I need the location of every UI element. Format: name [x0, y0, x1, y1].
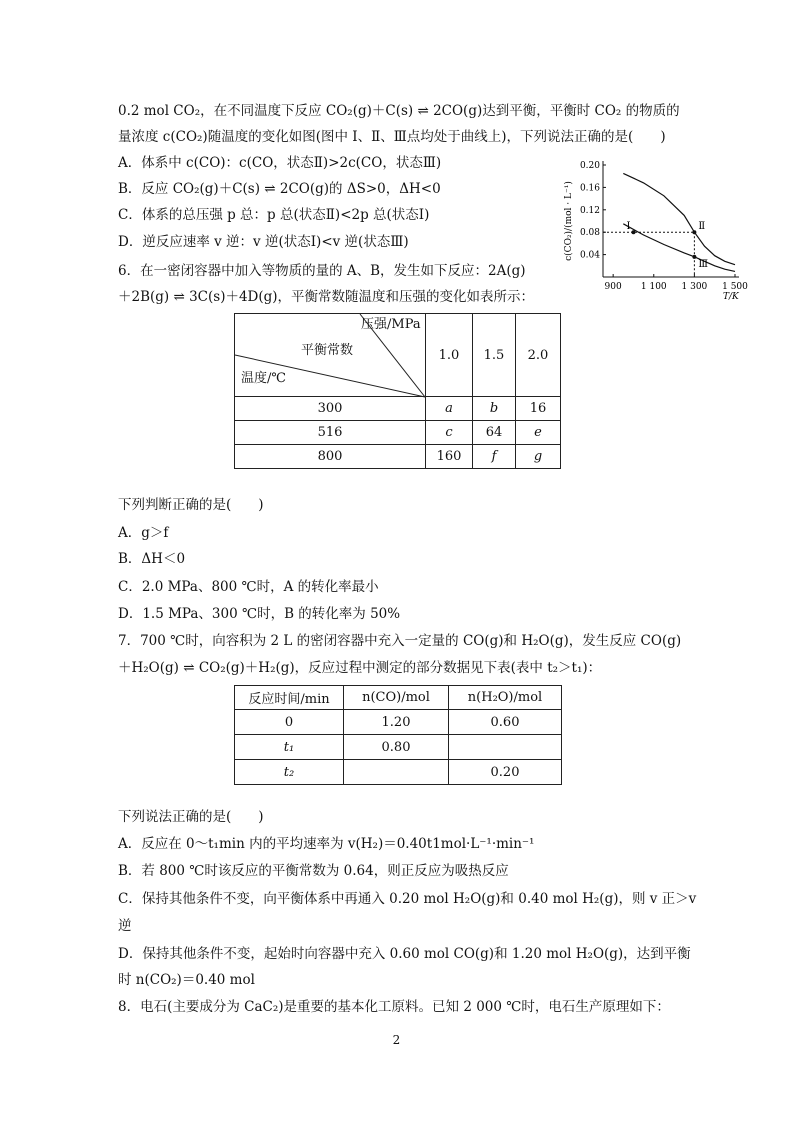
header-pressure: 压强/MPa	[361, 317, 421, 332]
q6-line-2: ＋2B(g) ⇌ 3C(s)＋4D(g)，平衡常数随温度和压强的变化如表所示：	[118, 289, 535, 305]
table-cell: 0.60	[449, 710, 562, 735]
table-header: n(H₂O)/mol	[449, 686, 562, 710]
y-axis-label: c(CO₂)/(mol · L⁻¹)	[564, 181, 574, 261]
q7-stem: 下列说法正确的是( )	[118, 809, 264, 825]
point-marker	[692, 230, 696, 234]
q6-option-d: D．1.5 MPa、300 ℃时，B 的转化率为 50%	[118, 606, 401, 622]
q7-table	[234, 685, 562, 785]
table-cell: a	[426, 397, 473, 421]
table-row	[235, 397, 561, 421]
table-cell	[449, 735, 562, 760]
q6-line-1: 6．在一密闭容器中加入等物质的量的 A、B，发生如下反应：2A(g)	[118, 263, 526, 279]
table-cell	[344, 760, 449, 785]
header-constant: 平衡常数	[301, 343, 354, 358]
co2-temperature-chart	[555, 155, 748, 305]
x-tick-label: 1 500	[722, 282, 748, 292]
q7-option-b: B．若 800 ℃时该反应的平衡常数为 0.64，则正反应为吸热反应	[118, 863, 509, 879]
q7-option-c-cont: 逆	[118, 918, 132, 934]
table-cell: 16	[516, 397, 561, 421]
table-header: 反应时间/min	[235, 686, 344, 710]
point-label: Ⅲ	[698, 258, 709, 270]
q7-option-c: C．保持其他条件不变，向平衡体系中再通入 0.20 mol H₂O(g)和 0.40 mol H₂(g)，则 v 正＞v	[118, 891, 697, 907]
table-cell: f	[473, 445, 516, 469]
table-cell: 0.20	[449, 760, 562, 785]
table-row	[235, 735, 562, 760]
point-marker	[631, 230, 635, 234]
x-tick-label: 900	[604, 282, 622, 292]
y-tick-label: 0.08	[579, 228, 600, 239]
series-line-lower	[623, 224, 735, 272]
table-cell: 0	[235, 710, 344, 735]
x-tick-label: 1 300	[681, 282, 708, 292]
q5-line-1: 0.2 mol CO₂，在不同温度下反应 CO₂(g)＋C(s) ⇌ 2CO(g)达到平衡，平衡时 CO₂ 的物质的	[118, 103, 680, 119]
q6-table	[234, 313, 561, 469]
table-header: n(CO)/mol	[344, 686, 449, 710]
x-axis-label: T/K	[723, 292, 739, 302]
x-tick-label: 1 100	[640, 282, 667, 292]
q7-option-d: D．保持其他条件不变，起始时向容器中充入 0.60 mol CO(g)和 1.20 mol H₂O(g)，达到平衡	[118, 946, 691, 962]
header-temperature: 温度/℃	[241, 371, 286, 386]
table-cell: 0.80	[344, 735, 449, 760]
table-row	[235, 760, 562, 785]
y-tick-label: 0.12	[579, 205, 600, 216]
table-cell: 160	[426, 445, 473, 469]
table-cell: t₁	[235, 735, 344, 760]
q6-option-b: B．ΔH＜0	[118, 551, 186, 567]
table-row	[235, 445, 561, 469]
table-cell: 1.20	[344, 710, 449, 735]
point-label: Ⅱ	[698, 221, 706, 233]
q7-option-a: A．反应在 0～t₁min 内的平均速率为 v(H₂)＝0.40t1mol·L⁻¹·min⁻¹	[118, 836, 535, 852]
table-cell: 64	[473, 421, 516, 445]
page-number: 2	[392, 1033, 401, 1047]
q7-line-2: ＋H₂O(g) ⇌ CO₂(g)＋H₂(g)，反应过程中测定的部分数据见下表(表中 t₂＞t₁)：	[118, 660, 602, 676]
q6-table-corner	[235, 314, 426, 397]
table-row	[235, 710, 562, 735]
table-cell: b	[473, 397, 516, 421]
col-header: 1.5	[473, 314, 516, 397]
q5-option-a: A．体系中 c(CO)：c(CO，状态Ⅱ)>2c(CO，状态Ⅲ)	[118, 155, 442, 171]
q5-line-2: 量浓度 c(CO₂)随温度的变化如图(图中 Ⅰ、Ⅱ、Ⅲ点均处于曲线上)，下列说法正确的是( )	[118, 129, 666, 145]
col-header: 1.0	[426, 314, 473, 397]
table-cell: t₂	[235, 760, 344, 785]
row-temp: 516	[235, 421, 426, 445]
q5-option-d: D．逆反应速率 v 逆：v 逆(状态Ⅰ)<v 逆(状态Ⅲ)	[118, 234, 409, 250]
q5-option-b: B．反应 CO₂(g)＋C(s) ⇌ 2CO(g)的 ΔS>0，ΔH<0	[118, 181, 441, 197]
y-tick-label: 0.16	[579, 183, 600, 194]
table-row	[235, 421, 561, 445]
table-cell: c	[426, 421, 473, 445]
q6-option-c: C．2.0 MPa、800 ℃时，A 的转化率最小	[118, 579, 379, 595]
point-marker	[692, 255, 696, 259]
table-cell: e	[516, 421, 561, 445]
q6-option-a: A．g＞f	[118, 525, 169, 541]
row-temp: 800	[235, 445, 426, 469]
q6-stem: 下列判断正确的是( )	[118, 497, 264, 513]
y-tick-label: 0.20	[579, 161, 600, 171]
q8-line-1: 8．电石(主要成分为 CaC₂)是重要的基本化工原料。已知 2 000 ℃时，电石生产原理如下：	[118, 999, 670, 1015]
col-header: 2.0	[516, 314, 561, 397]
table-cell: g	[516, 445, 561, 469]
y-tick-label: 0.04	[579, 250, 600, 261]
q5-option-c: C．体系的总压强 p 总：p 总(状态Ⅱ)<2p 总(状态Ⅰ)	[118, 207, 430, 223]
q7-line-1: 7．700 ℃时，向容积为 2 L 的密闭容器中充入一定量的 CO(g)和 H₂O(g)，发生反应 CO(g)	[118, 633, 682, 649]
row-temp: 300	[235, 397, 426, 421]
point-label: Ⅰ	[626, 221, 631, 233]
q7-option-d-cont: 时 n(CO₂)＝0.40 mol	[118, 972, 255, 988]
